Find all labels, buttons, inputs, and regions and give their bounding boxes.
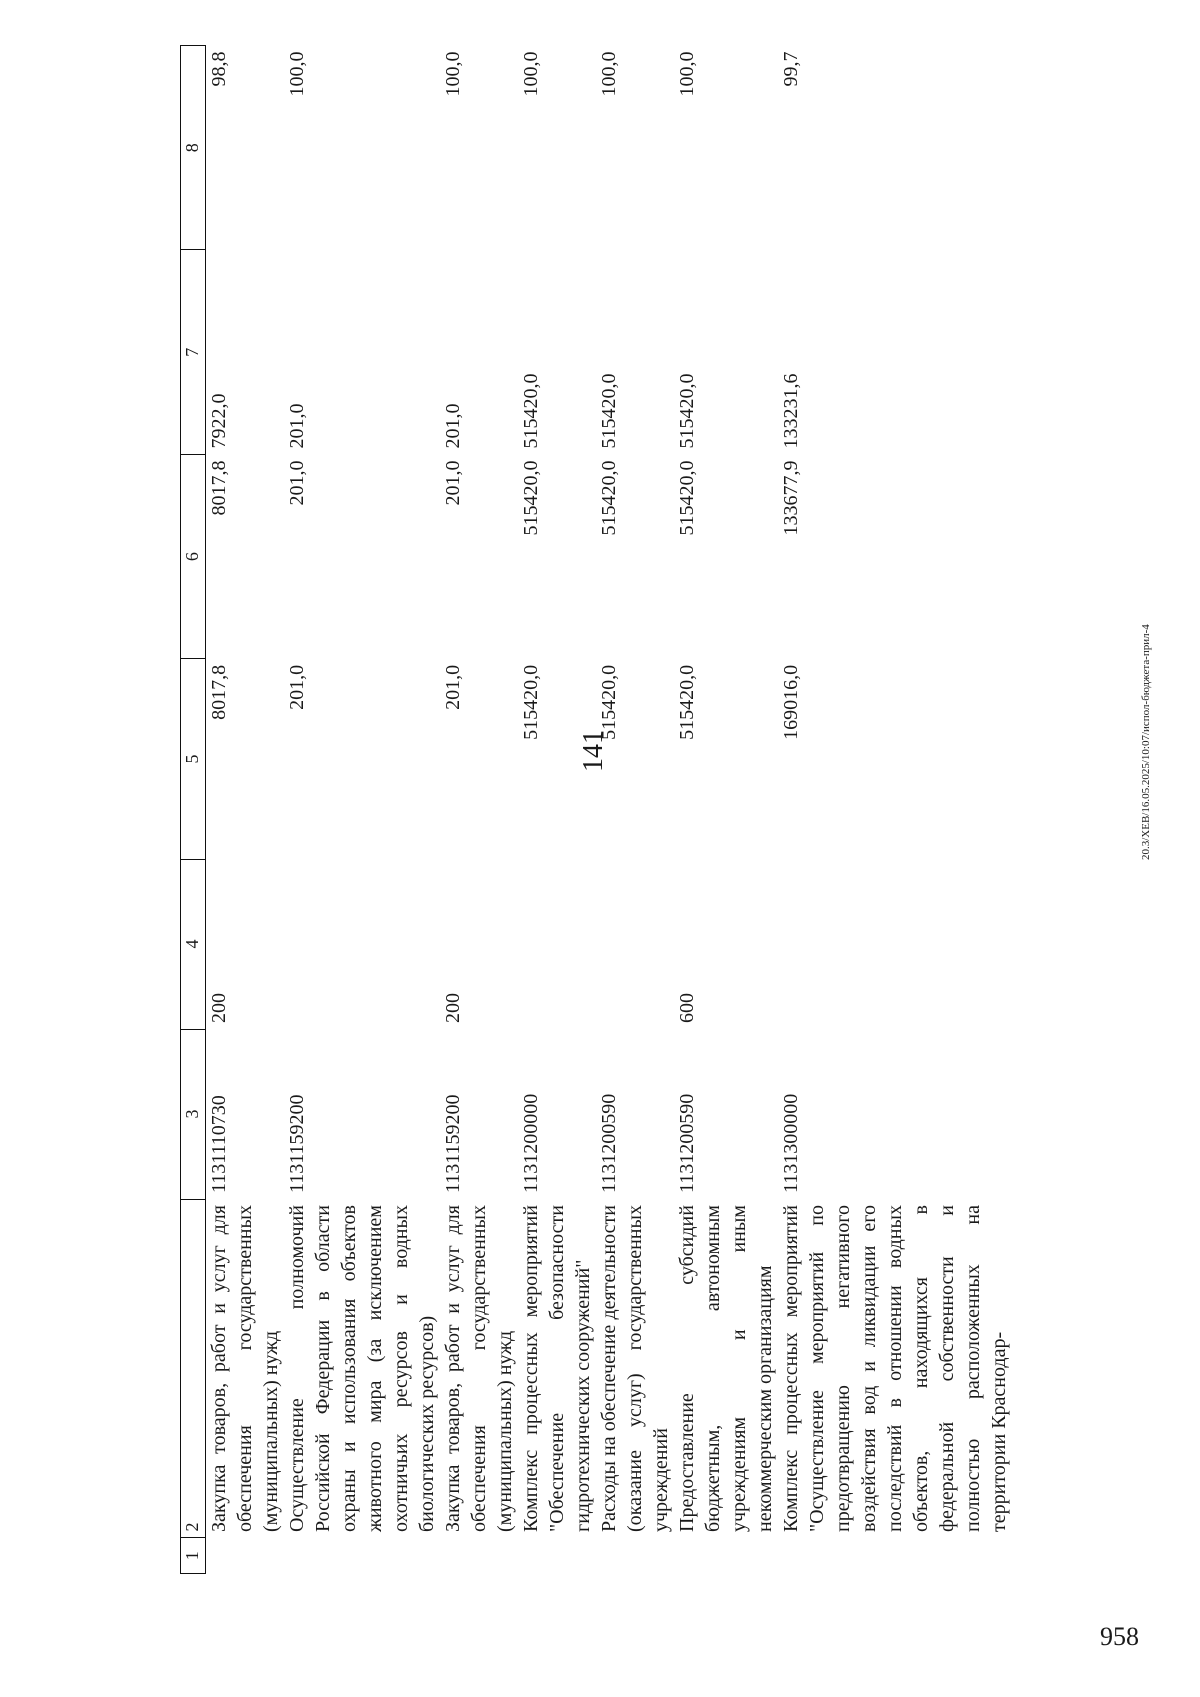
row-col-8: 99,7 [780, 51, 802, 87]
row-col-1 [284, 1538, 440, 1574]
row-col-5: 201,0 [286, 664, 308, 710]
row-type: 600 [676, 993, 698, 1024]
row-code: 1131300000 [780, 1093, 802, 1194]
row-col-1 [440, 1538, 518, 1574]
row-col-6: 201,0 [442, 460, 464, 506]
table-row [284, 46, 440, 1574]
row-col-1 [596, 1538, 674, 1574]
row-col-8: 98,8 [208, 51, 230, 87]
row-col-5: 515420,0 [676, 664, 698, 740]
row-col-6: 201,0 [286, 460, 308, 506]
row-col-7: 201,0 [442, 403, 464, 449]
row-col-8: 100,0 [598, 51, 620, 97]
row-col-6: 8017,8 [208, 460, 230, 516]
header-col-7: 7 [181, 250, 206, 454]
row-type [778, 859, 1012, 1029]
row-col-5: 515420,0 [598, 664, 620, 740]
row-col-1 [674, 1538, 778, 1574]
row-col-7: 7922,0 [208, 393, 230, 449]
header-col-3: 3 [181, 1029, 206, 1199]
row-code: 1131159200 [286, 1094, 308, 1194]
table-header-row [181, 46, 206, 1574]
table-row [674, 46, 778, 1574]
row-col-5: 201,0 [442, 664, 464, 710]
document-footer-id [1140, 624, 1152, 860]
row-code: 1131159200 [442, 1094, 464, 1194]
header-col-6: 6 [181, 454, 206, 658]
row-col-8: 100,0 [286, 51, 308, 97]
table-row [778, 46, 1012, 1574]
row-col-8: 100,0 [442, 51, 464, 97]
row-col-6: 515420,0 [520, 460, 542, 536]
row-type: 200 [442, 993, 464, 1024]
row-type [596, 859, 674, 1029]
table-row [518, 46, 596, 1574]
row-col-7: 201,0 [286, 403, 308, 449]
row-col-1 [206, 1538, 285, 1574]
row-col-7: 133231,6 [780, 373, 802, 449]
page-number-bottom: 958 [1100, 1622, 1139, 1651]
row-col-8: 100,0 [676, 51, 698, 97]
row-name: Предоставление субсидий бюджетным, автономным учреждениям и иным некоммерческим организациям [676, 1205, 776, 1532]
row-type: 200 [208, 993, 230, 1024]
header-col-2: 2 [181, 1199, 206, 1538]
page-number-text: 141 [578, 730, 609, 772]
row-col-6: 515420,0 [676, 460, 698, 536]
row-name: Расходы на обеспечение деятельности (оказание услуг) государственных учреждений [598, 1205, 672, 1532]
row-col-7: 515420,0 [520, 373, 542, 449]
row-col-7: 515420,0 [676, 373, 698, 449]
row-col-7: 515420,0 [598, 373, 620, 449]
row-code: 1131200590 [598, 1093, 620, 1194]
row-col-6: 133677,9 [780, 460, 802, 536]
row-col-5: 515420,0 [520, 664, 542, 740]
row-name: Осуществление полномочий Российской Федерации в области охраны и использования объектов животного мира (за исключением охотничьих ресурсов и водных биологических ресурсов) [286, 1205, 438, 1532]
footer-id-text: 20.3/XEB/16.05.2025/10:07/испол-бюджета-прил-4 [1140, 624, 1152, 860]
budget-table-container [180, 45, 1010, 1574]
table-row [596, 46, 674, 1574]
budget-table [180, 45, 1012, 1574]
row-name: Комплекс процессных мероприятий "Осуществление мероприятий по предотвращению негативного воздействия вод и ликвидации его последствий в отношении водных объектов, находящихся в федеральной собственности и полностью расположенных на территории Краснодар- [780, 1205, 1010, 1532]
row-code: 1131110730 [208, 1095, 230, 1194]
table-row [206, 46, 285, 1574]
row-name: Закупка товаров, работ и услуг для обеспечения государственных (муниципальных) нужд [208, 1205, 282, 1532]
row-col-8: 100,0 [520, 51, 542, 97]
row-col-1 [778, 1538, 1012, 1574]
header-col-8: 8 [181, 46, 206, 251]
row-col-1 [518, 1538, 596, 1574]
row-code: 1131200590 [676, 1093, 698, 1194]
row-type [284, 859, 440, 1029]
row-col-6: 515420,0 [598, 460, 620, 536]
row-name: Закупка товаров, работ и услуг для обеспечения государственных (муниципальных) нужд [442, 1205, 516, 1532]
row-name: Комплекс процессных мероприятий "Обеспечение безопасности гидротехнических сооружений" [520, 1205, 594, 1532]
header-col-4: 4 [181, 859, 206, 1029]
row-code: 1131200000 [520, 1093, 542, 1194]
row-col-5: 8017,8 [208, 664, 230, 720]
row-type [518, 859, 596, 1029]
row-col-5: 169016,0 [780, 664, 802, 740]
header-col-1: 1 [181, 1538, 206, 1574]
header-col-5: 5 [181, 659, 206, 859]
table-row [440, 46, 518, 1574]
